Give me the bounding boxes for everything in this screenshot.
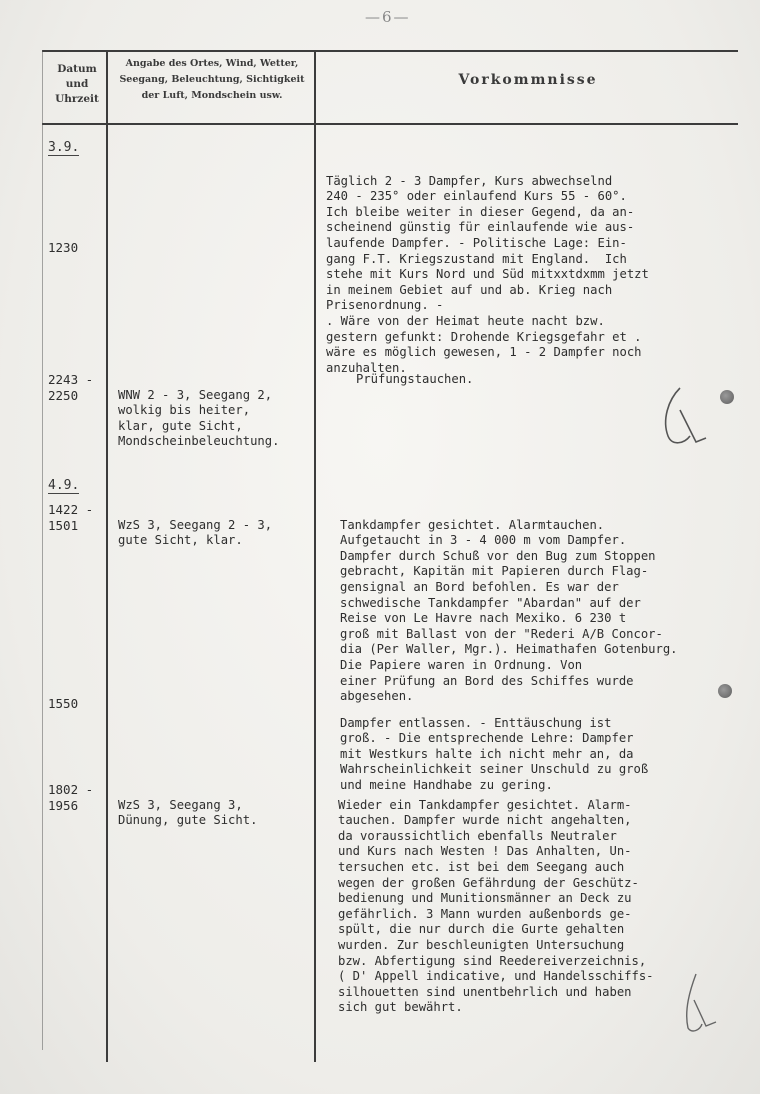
entry-conditions — [118, 502, 272, 549]
text-line: gefährlich. 3 Mann wurden außenbords ge- — [338, 906, 632, 921]
text-line: tersuchen etc. ist bei dem Seegang auch — [338, 859, 625, 874]
text-line: laufende Dampfer. - Politische Lage: Ein- — [326, 235, 627, 250]
header-place-line-1: Angabe des Ortes, Wind, Wetter, — [125, 58, 299, 69]
header-place-column — [112, 56, 312, 104]
text-line: in meinem Gebiet auf und ab. Krieg nach — [326, 282, 613, 297]
handwritten-signature-mark — [672, 970, 722, 1040]
condition-line: wolkig bis heiter, — [118, 403, 251, 418]
entry-text — [340, 502, 678, 705]
text-line: Prüfungstauchen. — [356, 372, 474, 386]
handwritten-signature-mark — [650, 380, 710, 460]
condition-line: klar, gute Sicht, — [118, 418, 243, 433]
text-line: bzw. Abfertigung sind Reedereiverzeichnis, — [338, 953, 647, 968]
text-line: Prisenordnung. - — [326, 298, 444, 313]
text-line: Ich bleibe weiter in dieser Gegend, da an- — [326, 204, 635, 219]
text-line: . Wäre von der Heimat heute nacht bzw. — [326, 313, 605, 328]
text-line: einer Prüfung an Bord des Schiffes wurde — [340, 673, 634, 688]
text-line: 240 - 235° oder einlaufend Kurs 55 - 60°. — [326, 189, 627, 204]
text-line: wurden. Zur beschleunigten Untersuchung — [338, 937, 625, 952]
entry-time: 2243 - 2250 — [48, 372, 94, 403]
text-line: sich gut bewährt. — [338, 1000, 463, 1015]
text-line: Wieder ein Tankdampfer gesichtet. Alarm- — [338, 797, 632, 812]
text-line: Täglich 2 - 3 Dampfer, Kurs abwechselnd — [326, 173, 613, 188]
text-line: und meine Handhabe zu gering. — [340, 777, 553, 792]
entry-conditions — [118, 782, 257, 829]
entry-time: 1550 — [48, 696, 79, 711]
text-line: Aufgetaucht in 3 - 4 000 m vom Dampfer. — [340, 533, 627, 548]
header-bottom-rule — [42, 123, 738, 125]
text-line: Dampfer entlassen. - Enttäuschung ist — [340, 715, 612, 730]
page-left-edge — [42, 50, 43, 1050]
text-line: mit Westkurs halte ich nicht mehr an, da — [340, 746, 634, 761]
text-line: gensignal an Bord befohlen. Es war der — [340, 579, 619, 594]
header-place-line-3: der Luft, Mondschein usw. — [141, 90, 283, 101]
entry-time: 1422 - 1501 — [48, 502, 94, 533]
text-line: spült, die nur durch die Gurte gehalten — [338, 922, 625, 937]
entry-text — [356, 372, 473, 388]
text-line: gebracht, Kapitän mit Papieren durch Flag- — [340, 564, 649, 579]
header-date-line-3: Uhrzeit — [55, 93, 99, 105]
text-line: Reise von Le Havre nach Mexiko. 6 230 t — [340, 611, 627, 626]
column-divider-right — [314, 50, 316, 1062]
text-line: gestern gefunkt: Drohende Kriegsgefahr et . — [326, 329, 642, 344]
text-line: und Kurs nach Westen ! Das Anhalten, Un- — [338, 844, 632, 859]
condition-line: WzS 3, Seegang 3, — [118, 797, 243, 812]
table-top-rule — [42, 50, 738, 52]
text-line: anzuhalten. — [326, 360, 407, 375]
entry-text — [338, 782, 654, 1016]
header-date-line-2: und — [65, 78, 89, 90]
text-line: Die Papiere waren in Ordnung. Von — [340, 657, 583, 672]
entry-conditions — [118, 372, 279, 450]
condition-line: WNW 2 - 3, Seegang 2, — [118, 387, 273, 402]
header-date-column — [46, 62, 108, 107]
entry-time: 1802 - 1956 — [48, 782, 94, 813]
text-line: silhouetten sind unentbehrlich und haben — [338, 984, 632, 999]
text-line: bedienung und Munitionsmänner an Deck zu — [338, 891, 632, 906]
date-label: 4.9. — [48, 478, 80, 493]
condition-line: Mondscheinbeleuchtung. — [118, 434, 280, 449]
text-line: da voraussichtlich ebenfalls Neutraler — [338, 828, 617, 843]
condition-line: Dünung, gute Sicht. — [118, 813, 258, 828]
entry-time: 1230 — [48, 240, 79, 255]
text-line: tauchen. Dampfer wurde nicht angehalten, — [338, 813, 632, 828]
text-line: Wahrscheinlichkeit seiner Unschuld zu groß — [340, 762, 649, 777]
text-line: schwedische Tankdampfer "Abardan" auf der — [340, 595, 641, 610]
text-line: scheinend günstig für einlaufende wie aus- — [326, 220, 635, 235]
text-line: groß mit Ballast von der "Rederi A/B Concor- — [340, 626, 663, 641]
text-line: abgesehen. — [340, 689, 414, 704]
condition-line: WzS 3, Seegang 2 - 3, — [118, 517, 273, 532]
binder-hole — [718, 684, 732, 698]
text-line: gang F.T. Kriegszustand mit England. Ich — [326, 251, 627, 266]
text-line: dia (Per Waller, Mgr.). Heimathafen Gotenburg. — [340, 642, 678, 657]
header-date-line-1: Datum — [57, 63, 97, 75]
column-divider-left — [106, 50, 108, 1062]
condition-line: gute Sicht, klar. — [118, 533, 243, 548]
text-line: stehe mit Kurs Nord und Süd mitxxtdxmm jetzt — [326, 267, 649, 282]
binder-hole — [720, 390, 734, 404]
text-line: Tankdampfer gesichtet. Alarmtauchen. — [340, 517, 605, 532]
entry-text — [326, 158, 649, 376]
page-number: —6— — [365, 8, 411, 26]
text-line: Dampfer durch Schuß vor den Bug zum Stoppen — [340, 548, 656, 563]
entry-text — [340, 700, 648, 794]
text-line: wäre es möglich gewesen, 1 - 2 Dampfer noch — [326, 345, 642, 360]
text-line: groß. - Die entsprechende Lehre: Dampfer — [340, 731, 634, 746]
text-line: wegen der großen Gefährdung der Geschütz- — [338, 875, 639, 890]
header-events-column: Vorkommnisse — [458, 72, 598, 88]
date-label: 3.9. — [48, 140, 80, 155]
text-line: ( D' Appell indicative, und Handelsschiffs- — [338, 969, 654, 984]
header-place-line-2: Seegang, Beleuchtung, Sichtigkeit — [119, 74, 305, 85]
